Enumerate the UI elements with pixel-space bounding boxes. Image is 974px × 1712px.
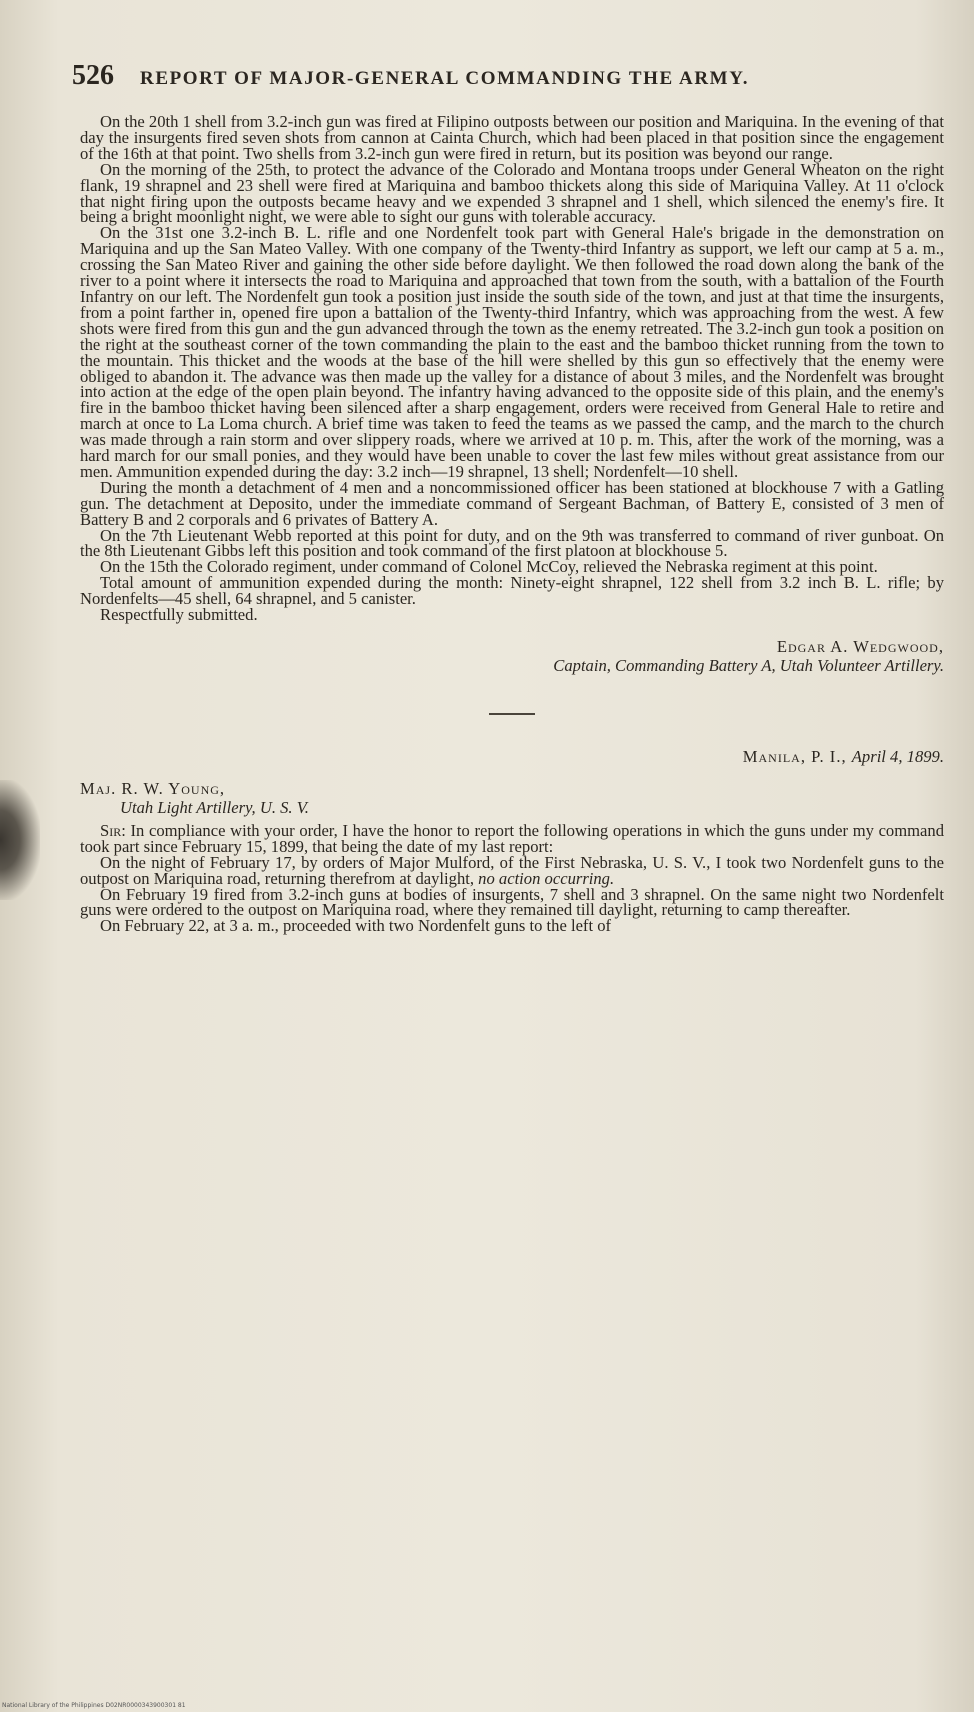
paragraph: On February 22, at 3 a. m., proceeded with two Nordenfelt guns to the left of xyxy=(100,916,612,936)
addressee-unit: Utah Light Artillery, U. S. V. xyxy=(120,797,309,817)
paragraph-text: On the night of February 17, by orders of Major Mulford, of the First Nebraska, U. S. V., I took two Nordenfelt guns to the outpost on Mariquina road, returning therefrom at daylight, xyxy=(80,852,944,888)
signature-name: Edgar A. Wedgwood, xyxy=(776,637,944,656)
report-body xyxy=(80,114,944,934)
opening-text: In compliance with your order, I have the honor to report the following operations in which the guns under my command took part since February 15, 1899, that being the date of my last report: xyxy=(80,820,944,856)
dateline-place: Manila, P. I., xyxy=(742,747,847,766)
signature-title: Captain, Commanding Battery A, Utah Volunteer Artillery. xyxy=(553,656,944,675)
section-divider xyxy=(489,713,535,715)
library-footer: National Library of the Philippines D02NR0000343900301 81 xyxy=(2,1702,186,1709)
page-number: 526 xyxy=(72,60,114,91)
paragraph: During the month a detachment of 4 men and a noncommissioned officer has been stationed at blockhouse 7 with a Gatling gun. The detachment at Deposito, under the immediate command of Sergeant Bachman, of Battery E, consisted of 3 men of Battery B and 2 corporals and 6 privates of Battery A. xyxy=(80,477,944,529)
running-head: REPORT OF MAJOR-GENERAL COMMANDING THE ARMY. xyxy=(140,68,750,89)
paragraph: On the 31st one 3.2-inch B. L. rifle and one Nordenfelt took part with General Hale's brigade in the demonstration on Mariquina and up the San Mateo Valley. With one company of the Twenty-third Infantry as support, we left our camp at 5 a. m., crossing the San Mateo River and gaining the other side before daylight. We then followed the road down along the bank of the river to a point where it intersects the road to Mariquina and approached that town from the south, with a battalion of the Fourth Infantry on our left. The Nordenfelt gun took a position just inside the south side of the town, and just at that time the insurgents, from a point farther in, opened fire upon a battalion of the Twenty-third Infantry, which was approaching from the west. A few shots were fired from this gun and the gun advanced through the town as the enemy retreated. The 3.2-inch gun took a position on the right at the southeast corner of the town commanding the plain to the east and the bamboo thicket running from the town to the mountain. This thicket and the woods at the base of the hill were shelled by this gun so effectively that the enemy were obliged to abandon it. The advance was then made up the valley for a distance of about 3 miles, and the Nordenfelt was brought into action at the edge of the open plain beyond. The infantry having advanced to the opposite side of this plain, and the enemy's fire in the bamboo thicket having been silenced after a sharp engagement, orders were received from General Hale to retire and march at once to La Loma church. A brief time was taken to feed the teams as we passed the camp, and the march to the church was made through a rain storm and over slippery roads, where we arrived at 10 p. m. This, after the work of the morning, was a hard march for our small ponies, and they would have been unable to cover the last few miles without great assistance from our men. Ammunition expended during the day: 3.2 inch—19 shrapnel, 13 shell; Nordenfelt—10 shell. xyxy=(80,223,944,481)
paragraph: On the 15th the Colorado regiment, under command of Colonel McCoy, relieved the Nebraska regiment at this point. xyxy=(100,557,878,577)
dateline-date: April 4, 1899. xyxy=(851,747,944,766)
page-header xyxy=(72,60,902,94)
paragraph: Respectfully submitted. xyxy=(100,605,258,625)
paragraph xyxy=(80,852,944,888)
letter-opening xyxy=(80,820,944,856)
scan-shadow xyxy=(0,780,40,900)
paragraph: On the morning of the 25th, to protect the advance of the Colorado and Montana troops under General Wheaton on the right flank, 19 shrapnel and 23 shell were fired at Mariquina and bamboo thickets along this side of Mariquina Valley. At 11 o'clock that night firing upon the outposts became heavy and we expended 3 shrapnel and 1 shell, which silenced the enemy's fire. It being a bright moonlight night, we were able to sight our guns with tolerable accuracy. xyxy=(80,159,944,227)
paragraph: On the 7th Lieutenant Webb reported at this point for duty, and on the 9th was transferred to command of river gunboat. On the 8th Lieutenant Gibbs left this position and took command of the first platoon at blockhouse 5. xyxy=(80,525,944,561)
paragraph: On the 20th 1 shell from 3.2-inch gun was fired at Filipino outposts between our position and Mariquina. In the evening of that day the insurgents fired seven shots from cannon at Cainta Church, which had been placed in that position since the engagement of the 16th at that point. Two shells from 3.2-inch gun were fired in return, but its position was beyond our range. xyxy=(80,112,944,163)
paragraph-italic: no action occurring. xyxy=(478,868,615,888)
signature-block xyxy=(80,637,944,675)
addressee-name: Maj. R. W. Young, xyxy=(80,778,226,798)
addressee-block xyxy=(80,779,944,817)
paragraph: Total amount of ammunition expended during the month: Ninety-eight shrapnel, 122 shell from 3.2 inch B. L. rifle; by Nordenfelts—45 shell, 64 shrapnel, and 5 canister. xyxy=(80,573,944,609)
dateline xyxy=(80,749,944,765)
salutation: Sir: xyxy=(100,820,126,840)
paragraph: On February 19 fired from 3.2-inch guns at bodies of insurgents, 7 shell and 3 shrapnel. On the same night two Nordenfelt guns were ordered to the outpost on Mariquina road, where they remained till daylight, returning to camp thereafter. xyxy=(80,884,944,920)
